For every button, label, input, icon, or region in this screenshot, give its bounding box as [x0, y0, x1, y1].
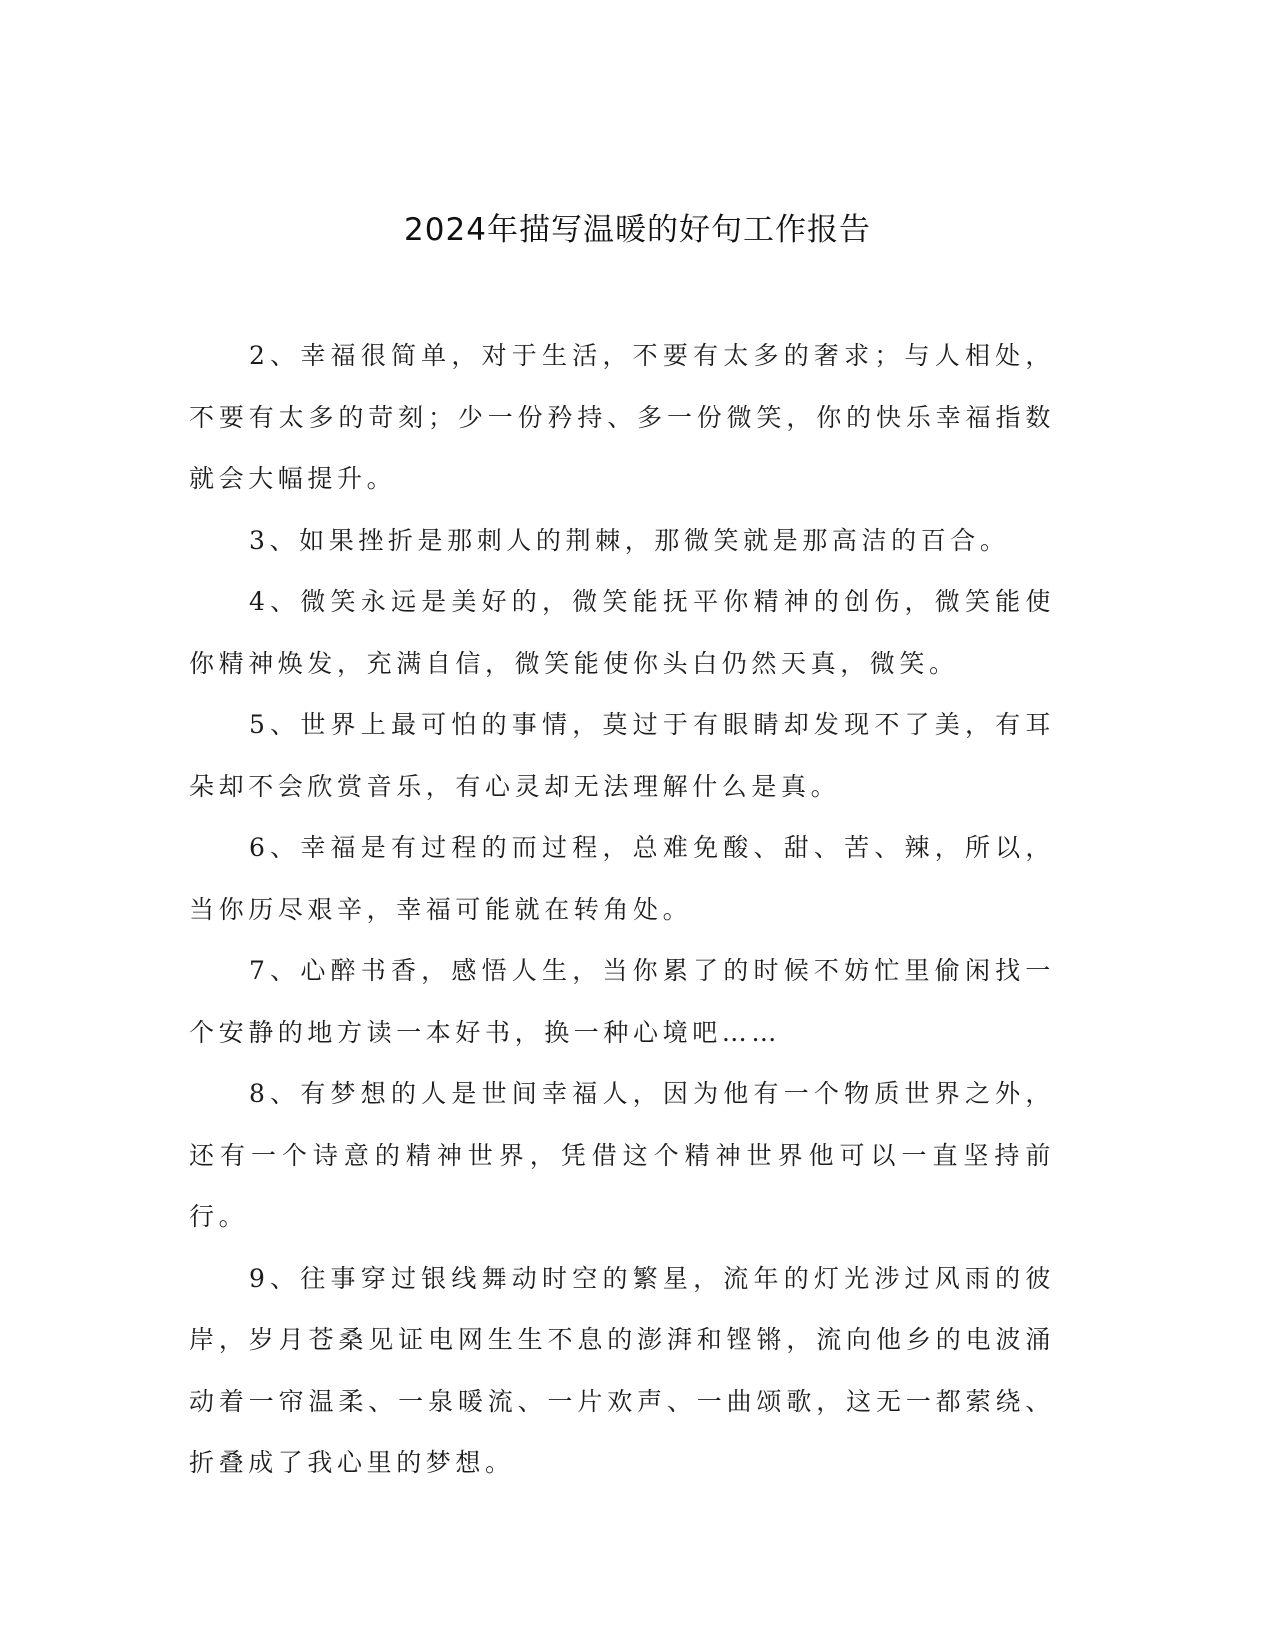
document-body	[189, 325, 1055, 1494]
paragraph-7: 7、心醉书香，感悟人生，当你累了的时候不妨忙里偷闲找一个安静的地方读一本好书，换一种心境吧……	[189, 956, 1055, 1047]
paragraph-3: 3、如果挫折是那刺人的荆棘，那微笑就是那高洁的百合。	[249, 525, 1010, 555]
paragraph-6: 6、幸福是有过程的而过程，总难免酸、甜、苦、辣，所以，当你历尽艰辛，幸福可能就在转角处。	[189, 833, 1055, 924]
paragraph-2: 2、幸福很简单，对于生活，不要有太多的奢求；与人相处，不要有太多的苛刻；少一份矜持、多一份微笑，你的快乐幸福指数就会大幅提升。	[189, 341, 1055, 493]
paragraph-4: 4、微笑永远是美好的，微笑能抚平你精神的创伤，微笑能使你精神焕发，充满自信，微笑能使你头白仍然天真，微笑。	[189, 587, 1055, 678]
paragraph-8: 8、有梦想的人是世间幸福人，因为他有一个物质世界之外，还有一个诗意的精神世界，凭借这个精神世界他可以一直坚持前行。	[189, 1079, 1055, 1231]
paragraph-9: 9、往事穿过银线舞动时空的繁星，流年的灯光涉过风雨的彼岸，岁月苍桑见证电网生生不息的澎湃和铿锵，流向他乡的电波涌动着一帘温柔、一泉暖流、一片欢声、一曲颂歌，这无一都萦绕、折叠成了我心里的梦想。	[189, 1263, 1055, 1477]
paragraph-5: 5、世界上最可怕的事情，莫过于有眼睛却发现不了美，有耳朵却不会欣赏音乐，有心灵却无法理解什么是真。	[189, 710, 1055, 801]
document-title: 2024年描写温暖的好句工作报告	[404, 212, 871, 248]
